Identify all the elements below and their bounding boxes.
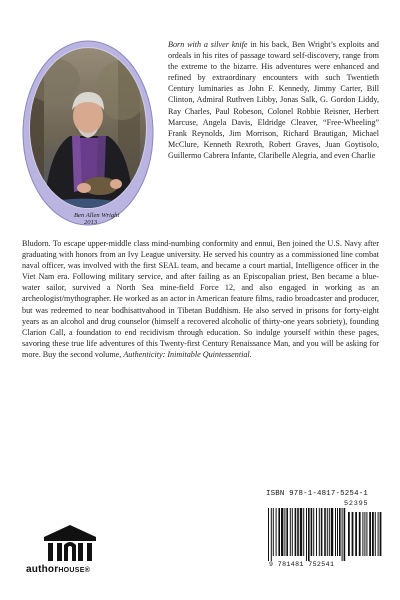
authorhouse-logo-icon: [42, 523, 98, 563]
barcode-bar: [335, 508, 336, 556]
isbn-barcode: [266, 490, 384, 572]
barcode-addon-bar: [380, 512, 382, 556]
portrait-signature-year: 2013: [84, 219, 98, 226]
barcode-bar: [308, 508, 310, 561]
barcode-bar: [319, 508, 320, 556]
blurb-closing-italic: Authenticity: Inimitable Quintessential.: [123, 349, 252, 359]
barcode-bar: [337, 508, 338, 556]
barcode-bar: [273, 508, 274, 556]
blurb-full-width: [22, 238, 379, 360]
barcode-bar: [303, 508, 304, 556]
barcode-bar: [321, 508, 323, 556]
barcode-number: 9 781481 752541: [269, 561, 335, 568]
publisher-trademark: ®: [84, 567, 91, 574]
barcode-addon-bar: [348, 512, 350, 556]
barcode-bar: [329, 508, 330, 556]
barcode-bar: [295, 508, 297, 556]
barcode-addon-bar: [355, 512, 357, 556]
barcode-bar: [292, 508, 293, 556]
barcode-bar: [268, 508, 269, 561]
barcode-addon-bar: [372, 512, 374, 556]
barcode-bar: [327, 508, 328, 556]
barcode-addon-bar: [366, 512, 367, 556]
barcode-bar: [311, 508, 313, 556]
barcode-bar: [331, 508, 333, 556]
blurb-side-text: in his back, Ben Wright’s exploits and ordeals in his rites of passage toward self-discovery, range from the extreme to the bizarre. His adventures were enhanced and refined by extraordinary encounters with such Twentieth Century luminaries as John F. Kennedy, Jimmy Carter, Bill Clinton, Admiral Ruthven Libby, Jonas Salk, G. Gordon Liddy, Ray Charles, Paul Robeson, Colonel Robbie Reisner, Herbert Marcuse, Angela Davis, Eldridge Cleaver, “Free-Wheeling” Frank Reynolds, Jim Morrison, Richard Brautigan, Michael McClure, Kenneth Rexroth, Robert Graves, Juan Goytisolo, Guillermo Cabrera Infante, Claribelle Alegria, and even Charlie: [168, 40, 379, 160]
blurb-lead-italic: Born with a silver knife: [168, 40, 248, 49]
barcode-bar: [316, 508, 317, 556]
blurb-side-column: [168, 39, 379, 161]
blurb-full-text: Bludorn. To escape upper-middle class mind-numbing conformity and ennui, Ben joined the U.S. Navy after graduating with honors from an Ivy League university. He served his country as a commissioned line combat naval officer, was involved with the first SEAL team, and became a court martial, Intelligence officer in the Viet Nam era. Following military service, and after failing as an Episcopalian priest, Ben became a blue-water sailor, survived a North Sea mine-field Force 12, and also engaged in working as an archeologist/mythographer. He worked as an actor in American feature films, radio broadcaster and producer, but was redeemed to near bodhisattvahood in Tibetan Buddhism. He also served in prisons for forty-eight years as an alcohol and drug counselor (himself a recovered alcoholic of thirty-one years sobriety), founding Clarion Call, a foundation to end recidivism through education. So indulge yourself within these pages, savoring these true life adventures of this Twenty-first Century Renaissance Man, and you will be asking for more. Buy the second volume,: [22, 239, 379, 359]
barcode-addon-bar: [375, 512, 376, 556]
author-portrait: [22, 40, 154, 226]
barcode-bar: [342, 508, 343, 561]
barcode-bar: [306, 508, 307, 561]
barcode-bar: [300, 508, 302, 556]
barcode-bar: [276, 508, 277, 556]
publisher-name-small: HOUSE: [58, 567, 85, 574]
publisher-name: [26, 564, 90, 575]
portrait-signature-name: Ben Allen Wright: [74, 212, 120, 219]
publisher-name-main: author: [26, 564, 59, 575]
barcode-bars: [266, 508, 384, 562]
barcode-bar: [290, 508, 291, 556]
barcode-bar: [324, 508, 326, 556]
barcode-addon-number: 52395: [344, 500, 369, 508]
barcode-bar: [278, 508, 280, 556]
barcode-addon-bar: [378, 512, 379, 556]
barcode-addon-bar: [364, 512, 365, 556]
barcode-bar: [297, 508, 299, 556]
isbn-label: ISBN 978-1-4817-5254-1: [266, 490, 368, 498]
barcode-addon-bar: [362, 512, 363, 556]
barcode-bar: [339, 508, 341, 556]
barcode-bar: [313, 508, 314, 556]
barcode-addon-bar: [352, 512, 354, 556]
barcode-bar: [284, 508, 285, 556]
barcode-addon-bar: [369, 512, 371, 556]
barcode-addon-bar: [359, 512, 361, 556]
barcode-bar: [281, 508, 283, 556]
barcode-bar: [344, 508, 346, 561]
barcode-bar: [286, 508, 288, 556]
barcode-bar: [271, 508, 272, 561]
portrait-oval-image: [22, 40, 154, 226]
